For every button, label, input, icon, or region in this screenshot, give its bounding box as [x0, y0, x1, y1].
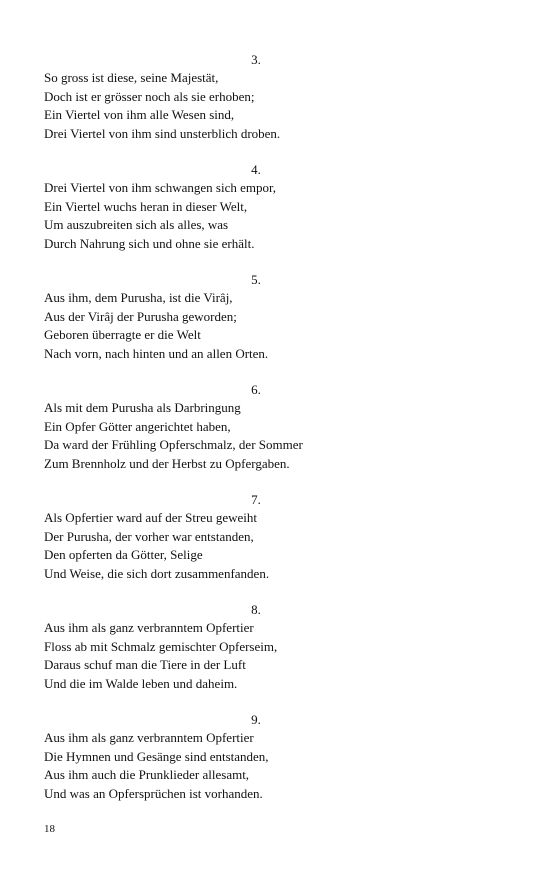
verse-line: Die Hymnen und Gesänge sind entstanden,: [44, 748, 269, 764]
verse-line: Ein Viertel wuchs heran in dieser Welt,: [44, 198, 248, 214]
stanza-6: [44, 381, 514, 473]
verse-line: Und was an Opfersprüchen ist vorhanden.: [44, 785, 263, 801]
verse-line: Aus ihm, dem Purusha, ist die Virâj,: [44, 290, 233, 306]
stanza-number: 6.: [251, 382, 261, 397]
verse-line: Und die im Walde leben und daheim.: [44, 675, 238, 691]
verse-line: Aus der Virâj der Purusha geworden;: [44, 308, 237, 324]
verse-line: Ein Opfer Götter angerichtet haben,: [44, 418, 231, 434]
verse-line: Nach vorn, nach hinten und an allen Orten.: [44, 345, 269, 361]
page-number: 18: [44, 823, 55, 835]
stanza-7: [44, 491, 514, 583]
verse-line: Und Weise, die sich dort zusammenfanden.: [44, 565, 270, 581]
verse-line: Aus ihm als ganz verbranntem Opfertier: [44, 620, 254, 636]
verse-line: Aus ihm als ganz verbranntem Opfertier: [44, 730, 254, 746]
verse-line: Zum Brennholz und der Herbst zu Opfergaben.: [44, 455, 290, 471]
verse-line: Drei Viertel von ihm sind unsterblich droben.: [44, 125, 281, 141]
stanza-number: 8.: [251, 602, 261, 617]
verse-line: Geboren überragte er die Welt: [44, 327, 201, 343]
verse-line: Da ward der Frühling Opferschmalz, der Sommer: [44, 437, 303, 453]
verse-line: Daraus schuf man die Tiere in der Luft: [44, 657, 246, 673]
stanza-number: 3.: [251, 52, 261, 67]
verse-line: Aus ihm auch die Prunklieder allesamt,: [44, 767, 250, 783]
stanza-4: [44, 161, 514, 253]
verse-line: Der Purusha, der vorher war entstanden,: [44, 528, 254, 544]
verse-line: Floss ab mit Schmalz gemischter Opferseim,: [44, 638, 278, 654]
stanza-number: 4.: [251, 162, 261, 177]
verse-line: Als Opfertier ward auf der Streu geweiht: [44, 510, 257, 526]
stanza-8: [44, 601, 514, 693]
stanza-9: [44, 711, 514, 803]
stanza-number: 5.: [251, 272, 261, 287]
verse-line: Als mit dem Purusha als Darbringung: [44, 400, 241, 416]
verse-line: Ein Viertel von ihm alle Wesen sind,: [44, 107, 235, 123]
verse-line: Drei Viertel von ihm schwangen sich empor,: [44, 180, 277, 196]
stanza-3: [44, 51, 514, 143]
stanza-number: 9.: [251, 712, 261, 727]
verse-line: Doch ist er grösser noch als sie erhoben;: [44, 88, 255, 104]
verse-line: So gross ist diese, seine Majestät,: [44, 70, 219, 86]
stanza-5: [44, 271, 514, 363]
verse-line: Den opferten da Götter, Selige: [44, 547, 203, 563]
verse-line: Um auszubreiten sich als alles, was: [44, 217, 229, 233]
stanza-number: 7.: [251, 492, 261, 507]
verse-line: Durch Nahrung sich und ohne sie erhält.: [44, 235, 255, 251]
